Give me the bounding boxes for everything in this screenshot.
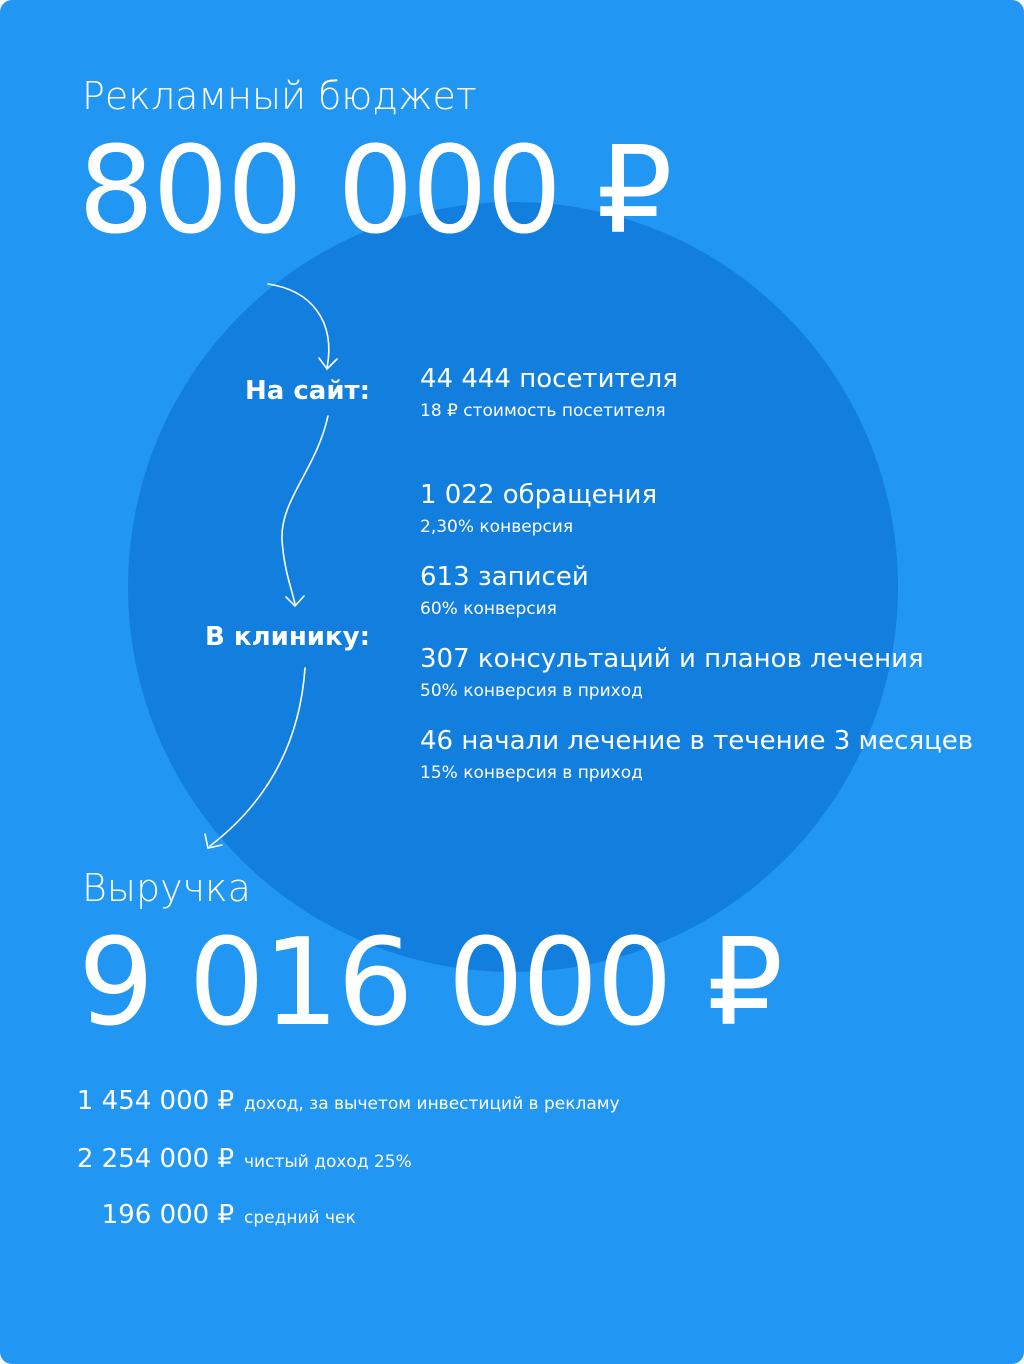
metric-appointments — [420, 562, 589, 620]
stage-clinic-label: В клинику: — [205, 622, 370, 652]
stat-row-net-income — [0, 1086, 1024, 1120]
arrow-to-clinic-icon — [282, 416, 328, 604]
stat-description: средний чек — [244, 1208, 356, 1228]
metric-consultations — [420, 644, 924, 702]
metric-sub: 18 ₽ стоимость посетителя — [420, 401, 666, 422]
budget-value: 800 000 ₽ — [78, 122, 671, 261]
metric-main: 307 консультаций и планов лечения — [420, 644, 924, 674]
stat-description: доход, за вычетом инвестиций в рекламу — [244, 1094, 620, 1114]
stat-row-clean-income — [0, 1144, 1024, 1178]
metric-main: 44 444 посетителя — [420, 364, 678, 394]
metric-visitors — [420, 364, 678, 422]
metric-main: 613 записей — [420, 562, 589, 592]
stat-value: 2 254 000 ₽ — [76, 1144, 234, 1174]
metric-sub: 15% конверсия в приход — [420, 763, 643, 784]
revenue-value: 9 016 000 ₽ — [78, 914, 782, 1053]
metric-sub: 2,30% конверсия — [420, 517, 574, 538]
metric-treatments — [420, 726, 973, 784]
revenue-label: Выручка — [82, 866, 251, 910]
metric-sub: 50% конверсия в приход — [420, 681, 643, 702]
metric-main: 46 начали лечение в течение 3 месяцев — [420, 726, 974, 756]
stat-value: 196 000 ₽ — [101, 1200, 234, 1230]
stat-value: 1 454 000 ₽ — [76, 1086, 234, 1116]
metric-sub: 60% конверсия — [420, 599, 557, 620]
metric-main: 1 022 обращения — [420, 480, 658, 510]
arrow-to-site-icon — [268, 284, 329, 368]
stat-row-average-check — [0, 1200, 1024, 1234]
arrow-to-revenue-icon — [210, 668, 305, 846]
stat-description: чистый доход 25% — [244, 1152, 412, 1172]
stage-site-label: На сайт: — [245, 376, 370, 406]
metric-requests — [420, 480, 657, 538]
budget-label: Рекламный бюджет — [82, 74, 477, 118]
